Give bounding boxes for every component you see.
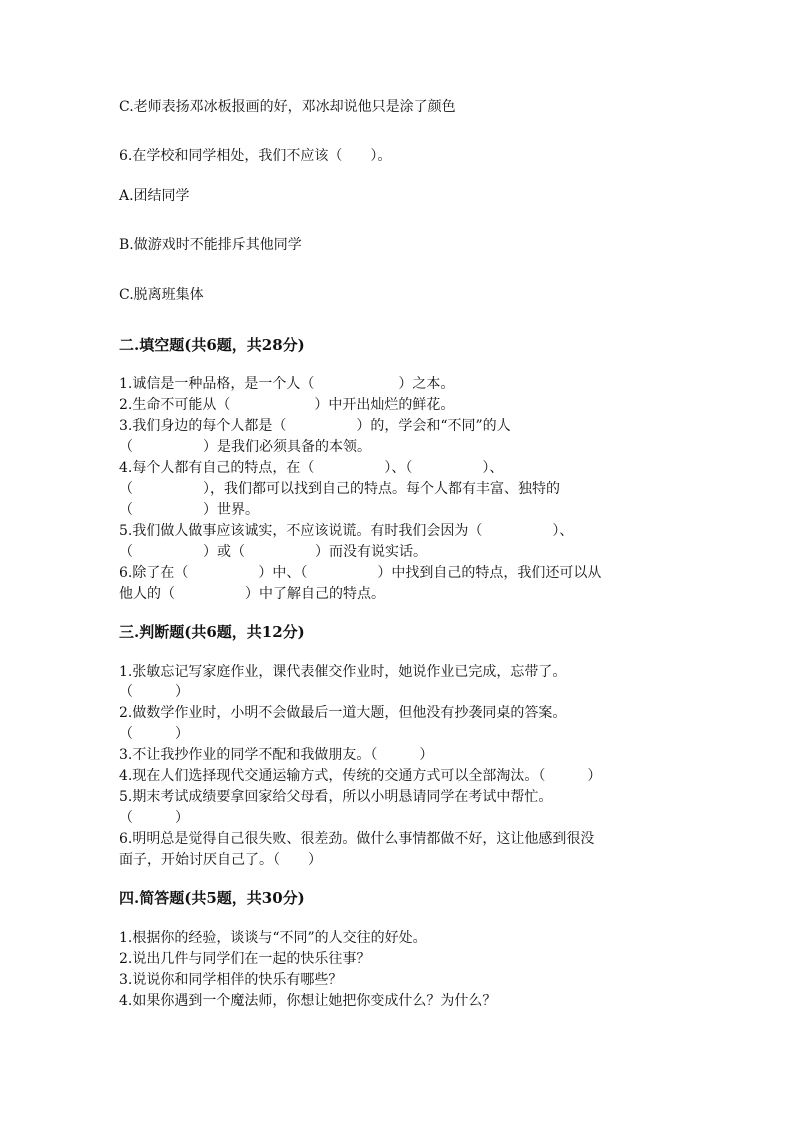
- short-answer-line: 3.说说你和同学相伴的快乐有哪些？: [119, 972, 343, 988]
- q6-question: 6.在学校和同学相处，我们不应该（ ）。: [119, 148, 392, 164]
- fill-line: （ ）是我们必须具备的本领。: [119, 439, 371, 455]
- section-heading-fill-in: 二.填空题(共6题，共28分): [119, 336, 305, 354]
- q5-option-c: C.老师表扬邓冰板报画的好，邓冰却说他只是涂了颜色: [119, 99, 456, 115]
- judgment-line: 6.明明总是觉得自己很失败、很差劲。做什么事情都做不好，这让他感到很没: [119, 831, 595, 847]
- fill-line: 2.生命不可能从（ ）中开出灿烂的鲜花。: [119, 397, 455, 413]
- short-answer-line: 1.根据你的经验，谈谈与“不同”的人交往的好处。: [119, 930, 427, 946]
- judgment-line: 3.不让我抄作业的同学不配和我做朋友。（ ）: [119, 747, 434, 763]
- judgment-line: 1.张敏忘记写家庭作业，课代表催交作业时，她说作业已完成，忘带了。: [119, 664, 567, 680]
- q6-option-a: A.团结同学: [119, 188, 190, 204]
- judgment-line: 5.期末考试成绩要拿回家给父母看，所以小明恳请同学在考试中帮忙。: [119, 789, 553, 805]
- q6-option-c: C.脱离班集体: [119, 287, 204, 303]
- judgment-line: （ ）: [119, 726, 189, 742]
- fill-line: 1.诚信是一种品格，是一个人（ ）之本。: [119, 376, 455, 392]
- fill-line: （ ）或（ ）而没有说实话。: [119, 544, 427, 560]
- fill-line: 4.每个人都有自己的特点，在（ ）、（ ）、: [119, 460, 504, 476]
- short-answer-line: 2.说出几件与同学们在一起的快乐往事？: [119, 951, 371, 967]
- section-heading-short-answer: 四.简答题(共5题，共30分): [119, 889, 305, 907]
- judgment-line: 面子，开始讨厌自己了。（ ）: [119, 852, 322, 868]
- fill-line: 5.我们做人做事应该诚实，不应该说谎。有时我们会因为（ ）、: [119, 523, 574, 539]
- judgment-line: （ ）: [119, 684, 189, 700]
- fill-line: （ ），我们都可以找到自己的特点。每个人都有丰富、独特的: [119, 481, 560, 497]
- q6-option-b: B.做游戏时不能排斥其他同学: [119, 237, 302, 253]
- judgment-line: （ ）: [119, 810, 189, 826]
- fill-line: （ ）世界。: [119, 502, 259, 518]
- judgment-line: 4.现在人们选择现代交通运输方式，传统的交通方式可以全部淘汰。（ ）: [119, 768, 602, 784]
- fill-line: 6.除了在（ ）中、（ ）中找到自己的特点，我们还可以从: [119, 565, 602, 581]
- fill-line: 他人的（ ）中了解自己的特点。: [119, 586, 385, 602]
- section-heading-judgment: 三.判断题(共6题，共12分): [119, 623, 305, 641]
- judgment-line: 2.做数学作业时，小明不会做最后一道大题，但他没有抄袭同桌的答案。: [119, 705, 567, 721]
- short-answer-line: 4.如果你遇到一个魔法师，你想让她把你变成什么？为什么？: [119, 993, 497, 1009]
- fill-line: 3.我们身边的每个人都是（ ）的，学会和“不同”的人: [119, 418, 511, 434]
